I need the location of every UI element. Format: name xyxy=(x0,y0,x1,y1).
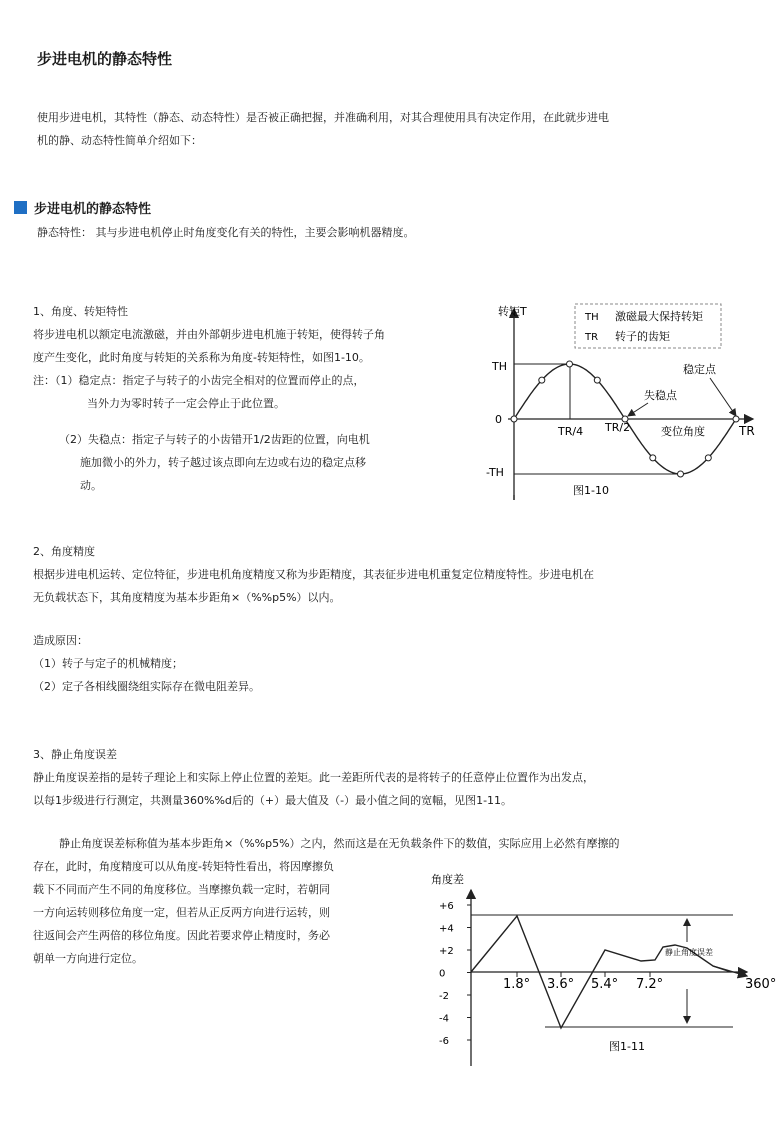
intro-line-2: 机的静、动态特性简单介绍如下： xyxy=(37,134,202,147)
fig2-curve-arrow xyxy=(713,966,747,976)
fig1-ytick-neg: -TH xyxy=(486,466,504,479)
fig2-ytick-label-6: -6 xyxy=(439,1036,449,1047)
fig2-ytick-label-2: +2 xyxy=(439,946,454,957)
fig1-x-label: 变位角度 xyxy=(661,425,705,438)
part1-block xyxy=(33,300,473,497)
fig1-curve-point-0 xyxy=(511,416,517,422)
part3-line-2: 以每1步级进行行测定，共测量360%%d后的（+）最大值及（-）最小值之间的宽幅，见图1-11。 xyxy=(33,794,513,807)
part3-heading: 3、静止角度误差 xyxy=(33,748,117,761)
part1-note2-line-2: 施加微小的外力，转子越过该点即向左边或右边的稳定点移 xyxy=(80,456,366,469)
fig1-xtick-quarter: TR/4 xyxy=(558,425,584,438)
fig1-stable-arrow xyxy=(710,378,736,416)
fig1-xtick-half: TR/2 xyxy=(605,421,631,434)
fig1-stable-label: 稳定点 xyxy=(683,363,716,376)
cause-2: （2）定子各相线圈绕组实际存在微电阻差异。 xyxy=(33,680,260,693)
part3-para-line-2: 存在，此时，角度精度可以从角度-转矩特性看出，将因摩擦负 xyxy=(33,860,334,873)
fig1-caption: 图1-10 xyxy=(573,484,609,497)
fig1-curve-point-6 xyxy=(678,471,684,477)
section-heading-text: 步进电机的静态特性 xyxy=(34,202,152,217)
fig1-legend-text-1: 激磁最大保持转矩 xyxy=(615,310,703,323)
fig2-ytick-label-3: 0 xyxy=(439,968,446,980)
fig1-legend-key-2: TR xyxy=(585,332,599,343)
part3-para-line-4: 一方向运转则移位角度一定，但若从正反两方向进行运转，则 xyxy=(33,906,330,919)
part1-note1-line-1: 注：（1）稳定点：指定子与转子的小齿完全相对的位置而停止的点， xyxy=(33,374,365,387)
section-heading xyxy=(14,198,151,217)
fig1-ytick-th: TH xyxy=(492,360,507,373)
part3-line-1: 静止角度误差指的是转子理论上和实际上停止位置的差矩。此一差距所代表的是将转子的任意停止位置作为出发点， xyxy=(33,771,594,784)
fig2-ytick-label-5: -4 xyxy=(439,1013,449,1025)
fig1-curve-point-7 xyxy=(705,455,711,461)
fig2-xtick-label-0: 1.8° xyxy=(503,977,531,992)
part3-para-line-1: 静止角度误差标称值为基本步距角×（%%p5%）之内，然而这是在无负载条件下的数值，实际应用上必然有摩擦的 xyxy=(59,837,620,850)
part1-note2-line-1: （2）失稳点：指定子与转子的小齿错开1/2齿距的位置，向电机 xyxy=(59,433,370,446)
part3-para-line-5: 往返间会产生两倍的移位角度。因此若要求停止精度时，务必 xyxy=(33,929,330,942)
fig1-curve-point-8 xyxy=(733,416,739,422)
fig1-y-label: 转矩T xyxy=(498,305,527,318)
intro-line-1: 使用步进电机，其特性（静态、动态特性）是否被正确把握，并准确利用，对其合理使用具有决定作用，在此就步进电 xyxy=(37,111,609,124)
fig2-caption: 图1-11 xyxy=(609,1040,645,1053)
fig2-y-label: 角度差 xyxy=(431,873,464,886)
fig1-curve-point-5 xyxy=(650,455,656,461)
fig2-ytick-label-4: -2 xyxy=(439,991,449,1002)
part3-para-line-3: 载下不同而产生不同的角度移位。当摩擦负载一定时，若朝同 xyxy=(33,883,330,896)
square-bullet-icon xyxy=(14,201,27,214)
fig2-annotation: 静止角度误差 xyxy=(665,948,713,957)
fig1-curve-point-1 xyxy=(539,377,545,383)
part1-note1-line-2: 当外力为零时转子一定会停止于此位置。 xyxy=(87,397,285,410)
section-description: 静态特性： 其与步进电机停止时角度变化有关的特性，主要会影响机器精度。 xyxy=(37,226,415,239)
part1-heading: 1、角度、转矩特性 xyxy=(33,305,128,318)
fig2-xtick-label-3: 7.2° xyxy=(636,977,664,992)
fig1-ytick-zero: 0 xyxy=(495,413,502,426)
fig1-unstable-label: 失稳点 xyxy=(644,389,677,402)
fig1-legend-key-1: TH xyxy=(585,312,599,323)
fig1-curve-point-2 xyxy=(567,361,573,367)
part2-line-2: 无负载状态下，其角度精度为基本步距角×（%%p5%）以内。 xyxy=(33,591,341,604)
cause-heading: 造成原因： xyxy=(33,634,88,647)
part2-heading: 2、角度精度 xyxy=(33,545,95,558)
figure-1-10 xyxy=(478,295,778,510)
page-title: 步进电机的静态特性 xyxy=(37,50,173,68)
fig1-xtick-full: TR xyxy=(739,424,755,438)
part2-line-1: 根据步进电机运转、定位特征，步进电机角度精度又称为步距精度，其表征步进电机重复定位精度特性。步进电机在 xyxy=(33,568,594,581)
intro-paragraph xyxy=(37,106,609,152)
part1-note2-line-3: 动。 xyxy=(80,479,102,492)
fig2-ytick-label-0: +6 xyxy=(439,901,454,912)
fig1-legend-text-2: 转子的齿矩 xyxy=(615,330,670,343)
part1-line-1: 将步进电机以额定电流激磁，并由外部朝步进电机施于转矩，使得转子角 xyxy=(33,328,385,341)
fig2-xtick-label-1: 3.6° xyxy=(547,977,575,992)
figure-1-11 xyxy=(425,868,780,1068)
fig2-xtick-label-4: 360° xyxy=(745,977,777,992)
fig1-unstable-arrow xyxy=(628,403,648,416)
fig2-x-ticks xyxy=(503,972,776,992)
fig2-ytick-label-1: +4 xyxy=(439,923,454,935)
cause-1: （1）转子与定子的机械精度； xyxy=(33,657,183,670)
fig2-xtick-label-2: 5.4° xyxy=(591,977,619,992)
part1-line-2: 度产生变化，此时角度与转矩的关系称为角度-转矩特性，如图1-10。 xyxy=(33,351,370,364)
fig2-y-ticks xyxy=(439,901,471,1047)
fig1-curve-point-3 xyxy=(594,377,600,383)
part3-para-line-6: 朝单一方向进行定位。 xyxy=(33,952,143,965)
part2-block xyxy=(33,540,594,698)
